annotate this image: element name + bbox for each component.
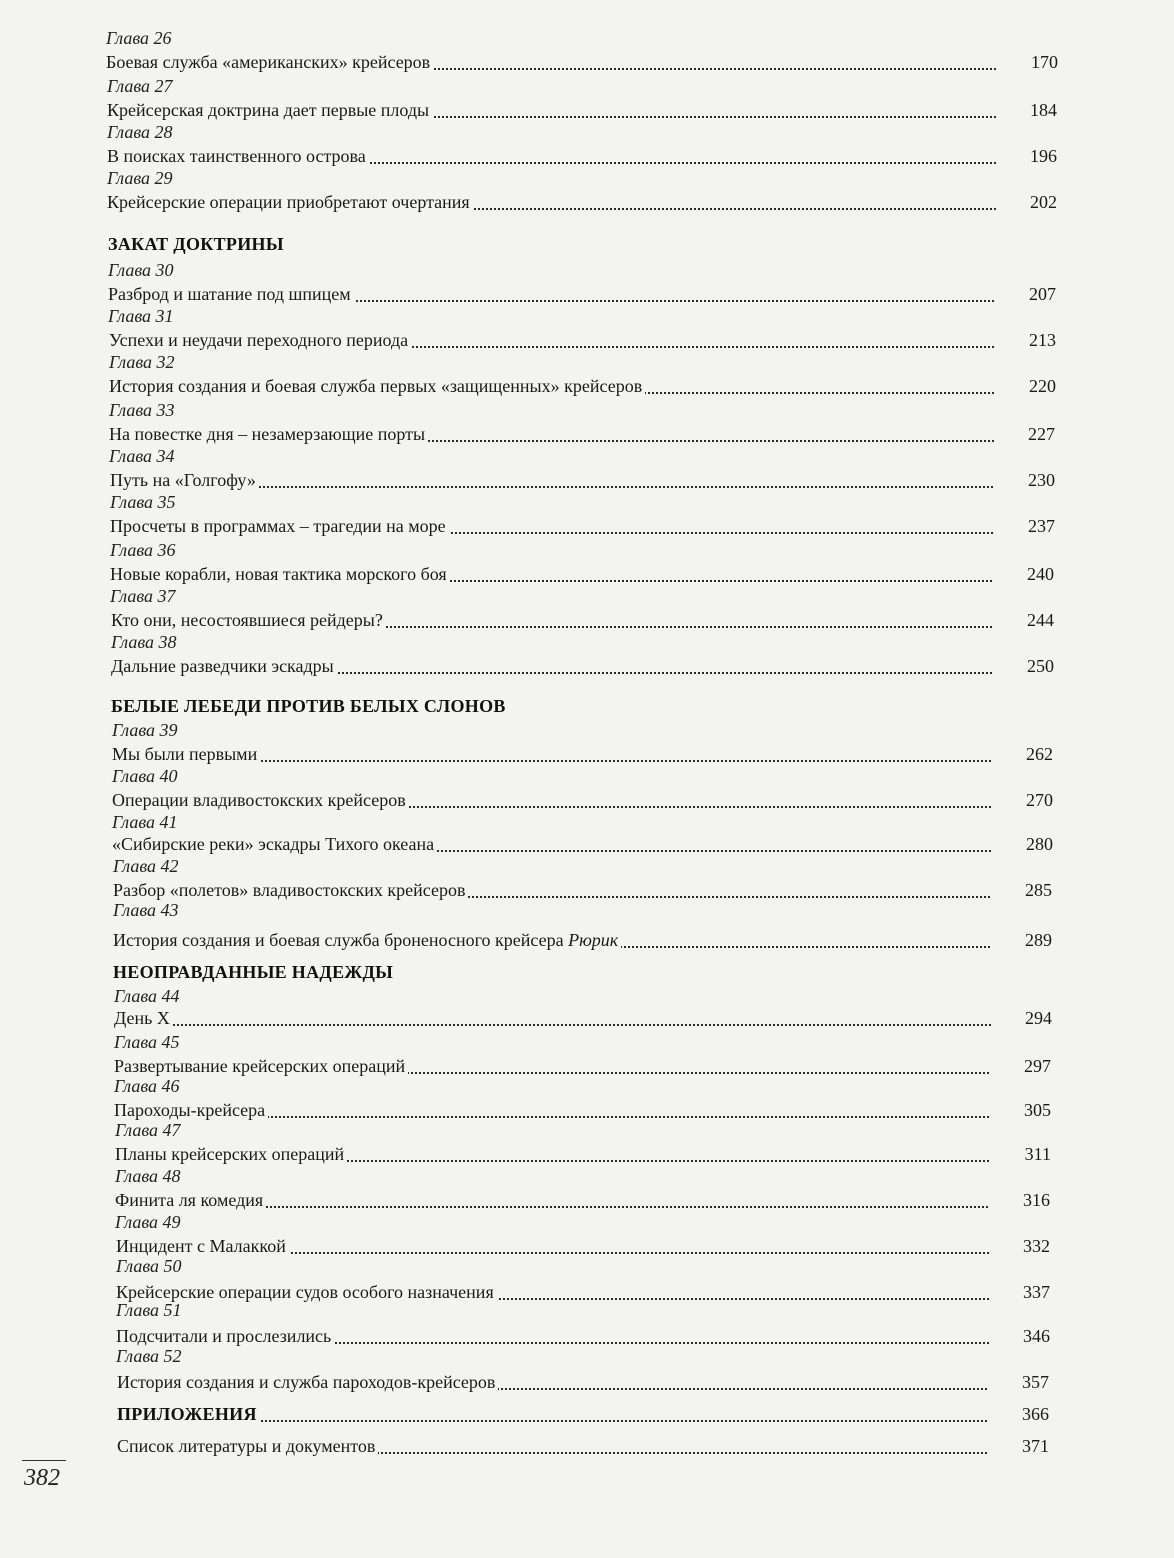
chapter-label: Глава 40 <box>112 766 178 786</box>
chapter-label: Глава 29 <box>107 168 173 188</box>
entry-page-number: 196 <box>997 144 1057 168</box>
entry-title-text: Кто они, несостоявшиеся рейдеры? <box>111 610 383 630</box>
entry-page-number: 357 <box>989 1370 1049 1394</box>
entry-page-number: 207 <box>996 282 1056 306</box>
entry-title-text: История создания и боевая служба броненосного крейсера <box>113 930 564 950</box>
entry-title-text: Список литературы и документов <box>117 1436 376 1456</box>
entry-page-number: 244 <box>994 608 1054 632</box>
chapter-label: Глава 49 <box>115 1212 181 1232</box>
chapter-label: Глава 28 <box>107 122 173 142</box>
entry-title-text: Крейсерские операции приобретают очертания <box>107 192 470 212</box>
chapter-label: Глава 42 <box>113 856 179 876</box>
section-heading: ЗАКАТ ДОКТРИНЫ <box>108 234 284 254</box>
entry-page-number: 227 <box>995 422 1055 446</box>
entry-page-number: 220 <box>996 374 1056 398</box>
entry-page-number: 285 <box>992 878 1052 902</box>
entry-title-text: Подсчитали и прослезились <box>116 1326 332 1346</box>
appendix-entry-title[interactable] <box>117 1434 378 1458</box>
section-heading: БЕЛЫЕ ЛЕБЕДИ ПРОТИВ БЕЛЫХ СЛОНОВ <box>111 696 506 716</box>
entry-title-text: Успехи и неудачи переходного периода <box>109 330 409 350</box>
chapter-entry-title[interactable] <box>106 50 433 74</box>
entry-title-italic: Рюрик <box>568 930 619 950</box>
chapter-label: Глава 34 <box>109 446 175 466</box>
entry-page-number: 337 <box>990 1280 1050 1304</box>
entry-title-text: История создания и боевая служба первых «защищенных» крейсеров <box>109 376 643 396</box>
chapter-label: Глава 43 <box>113 900 179 920</box>
chapter-entry-title[interactable] <box>109 374 645 398</box>
entry-title-text: Разброд и шатание под шпицем <box>108 284 351 304</box>
entry-title-text: Дальние разведчики эскадры <box>111 656 334 676</box>
chapter-label: Глава 36 <box>110 540 176 560</box>
entry-title-text: Развертывание крейсерских операций <box>114 1056 406 1076</box>
entry-page-number: 371 <box>989 1434 1049 1458</box>
chapter-label: Глава 50 <box>116 1256 182 1276</box>
chapter-label: Глава 39 <box>112 720 178 740</box>
entry-title-text: Мы были первыми <box>112 744 258 764</box>
chapter-label: Глава 51 <box>116 1300 182 1320</box>
entry-title-text: Операции владивостокских крейсеров <box>112 790 406 810</box>
page-number: 382 <box>24 1465 60 1491</box>
entry-page-number: 230 <box>995 468 1055 492</box>
entry-page-number: 346 <box>990 1324 1050 1348</box>
chapter-entry-title[interactable] <box>110 514 449 538</box>
entry-title-text: Инцидент с Малаккой <box>116 1236 286 1256</box>
entry-title-text: Финита ля комедия <box>115 1190 264 1210</box>
entry-page-number: 332 <box>990 1234 1050 1258</box>
chapter-entry-title[interactable] <box>112 832 437 856</box>
chapter-label: Глава 35 <box>110 492 176 512</box>
chapter-label: Глава 48 <box>115 1166 181 1186</box>
chapter-label: Глава 38 <box>111 632 177 652</box>
chapter-label: Глава 41 <box>112 812 178 832</box>
entry-page-number: 202 <box>997 190 1057 214</box>
chapter-entry-title[interactable] <box>112 788 409 812</box>
entry-title-text: ПРИЛОЖЕНИЯ <box>117 1404 257 1424</box>
section-entry-title[interactable] <box>117 1402 260 1426</box>
entry-page-number: 311 <box>991 1142 1051 1166</box>
entry-page-number: 297 <box>991 1054 1051 1078</box>
chapter-label: Глава 32 <box>109 352 175 372</box>
entry-title-text: Пароходы-крейсера <box>114 1100 266 1120</box>
leader-dots <box>114 1022 998 1026</box>
chapter-entry-title[interactable] <box>115 1188 266 1212</box>
entry-page-number: 262 <box>993 742 1053 766</box>
entry-title-text: День Х <box>114 1008 170 1028</box>
chapter-entry-title[interactable] <box>114 1006 173 1030</box>
entry-title-text: Планы крейсерских операций <box>115 1144 345 1164</box>
entry-page-number: 366 <box>989 1402 1049 1426</box>
chapter-entry-title[interactable] <box>108 282 354 306</box>
entry-title-text: В поисках таинственного острова <box>107 146 366 166</box>
chapter-label: Глава 45 <box>114 1032 180 1052</box>
entry-title-text: Путь на «Голгофу» <box>110 470 256 490</box>
chapter-entry-title[interactable] <box>109 422 428 446</box>
chapter-entry-title[interactable] <box>111 654 337 678</box>
entry-title-text: Боевая служба «американских» крейсеров <box>106 52 431 72</box>
entry-page-number: 184 <box>997 98 1057 122</box>
chapter-label: Глава 31 <box>108 306 174 326</box>
entry-page-number: 305 <box>991 1098 1051 1122</box>
chapter-label: Глава 26 <box>106 28 172 48</box>
chapter-entry-title[interactable] <box>110 468 259 492</box>
chapter-entry-title[interactable] <box>110 562 450 586</box>
chapter-label: Глава 30 <box>108 260 174 280</box>
chapter-entry-title[interactable] <box>107 98 432 122</box>
chapter-entry-title[interactable] <box>107 190 473 214</box>
entry-title-text: Новые корабли, новая тактика морского боя <box>110 564 447 584</box>
entry-title-text: Крейсерская доктрина дает первые плоды <box>107 100 430 120</box>
chapter-label: Глава 52 <box>116 1346 182 1366</box>
page-number-rule <box>22 1460 66 1461</box>
chapter-label: Глава 33 <box>109 400 175 420</box>
section-heading: НЕОПРАВДАННЫЕ НАДЕЖДЫ <box>113 962 394 982</box>
entry-title-text: История создания и служба пароходов-крейсеров <box>117 1372 496 1392</box>
entry-page-number: 250 <box>994 654 1054 678</box>
entry-title-text: Крейсерские операции судов особого назначения <box>116 1282 494 1302</box>
entry-page-number: 213 <box>996 328 1056 352</box>
entry-title-text: «Сибирские реки» эскадры Тихого океана <box>112 834 435 854</box>
chapter-label: Глава 47 <box>115 1120 181 1140</box>
entry-page-number: 294 <box>992 1006 1052 1030</box>
chapter-entry-title[interactable] <box>112 742 260 766</box>
entry-title-text: На повестке дня – незамерзающие порты <box>109 424 426 444</box>
entry-title-text: Разбор «полетов» владивостокских крейсеров <box>113 880 466 900</box>
chapter-label: Глава 46 <box>114 1076 180 1096</box>
chapter-label: Глава 37 <box>110 586 176 606</box>
entry-page-number: 316 <box>990 1188 1050 1212</box>
chapter-label: Глава 27 <box>107 76 173 96</box>
chapter-entry-title[interactable] <box>115 1142 347 1166</box>
entry-page-number: 170 <box>998 50 1058 74</box>
entry-page-number: 289 <box>992 928 1052 952</box>
entry-page-number: 237 <box>995 514 1055 538</box>
chapter-label: Глава 44 <box>114 986 180 1006</box>
chapter-entry-title[interactable] <box>117 1370 498 1394</box>
chapter-entry-title[interactable] <box>107 144 369 168</box>
chapter-entry-title[interactable] <box>113 928 621 952</box>
entry-title-text: Просчеты в программах – трагедии на море <box>110 516 446 536</box>
chapter-entry-title[interactable] <box>111 608 386 632</box>
entry-page-number: 280 <box>993 832 1053 856</box>
chapter-entry-title[interactable] <box>109 328 411 352</box>
entry-page-number: 270 <box>993 788 1053 812</box>
entry-page-number: 240 <box>994 562 1054 586</box>
